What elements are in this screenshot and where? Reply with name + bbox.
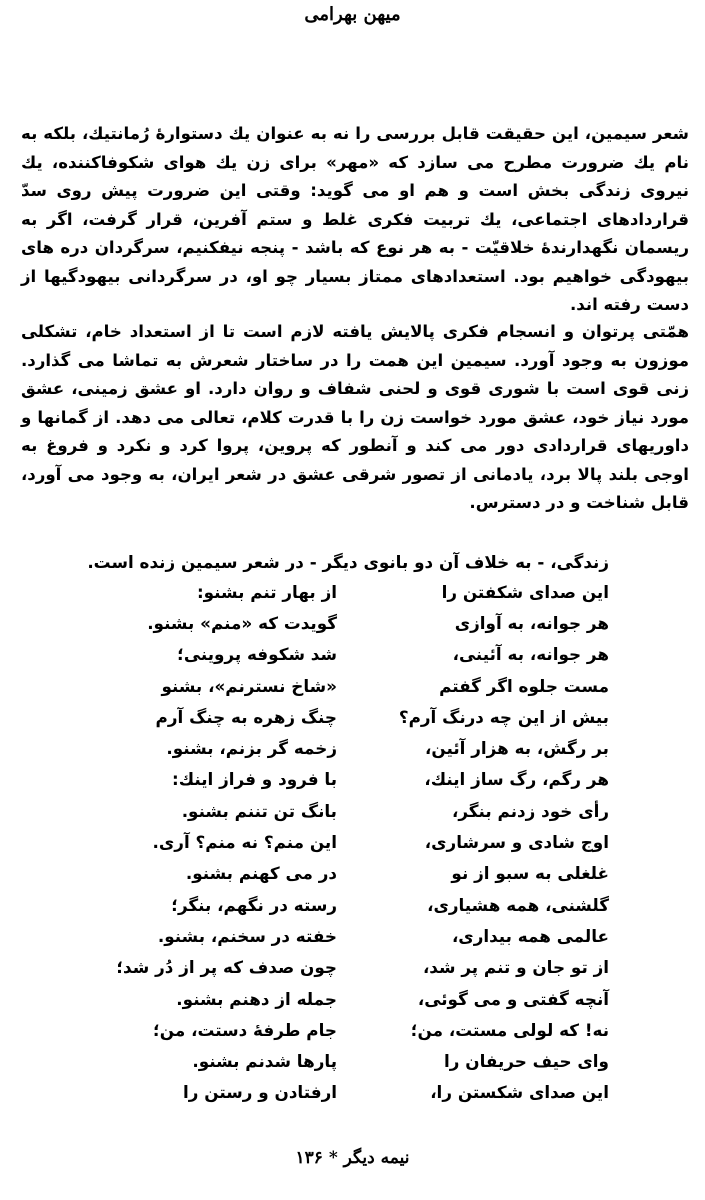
hemistich-right: مست جلوه اگر گفتم [439,675,609,696]
poem-couplet [49,576,609,607]
poem [49,576,609,1108]
poem-couplet [49,858,609,889]
hemistich-left: گویدت كه «منم» بشنو. [147,612,337,633]
hemistich-right: اوج شادی و سرشاری، [424,832,609,853]
poem-couplet [49,826,609,857]
poem-couplet [49,1077,609,1108]
hemistich-left: جام طرفهٔ دستت، من؛ [153,1019,337,1040]
hemistich-right: آنچه گفتی و می گوئی، [417,988,609,1009]
poem-couplet [49,795,609,826]
hemistich-right: این صدای شكفتن را [441,581,609,602]
hemistich-left: ارفتادن و رستن را [183,1082,337,1103]
hemistich-right: بیش از این چه درنگ آرم؟ [398,706,609,727]
hemistich-right: عالمی همه بیداری، [451,925,609,946]
hemistich-right: رأی خود زدنم بنگر، [451,800,609,821]
hemistich-left: این منم؟ نه منم؟ آری. [152,832,337,853]
poem-couplet [49,764,609,795]
poem-couplet [49,1014,609,1045]
hemistich-left: «شاخ نسترنم»، بشنو [161,675,337,696]
poem-couplet [49,889,609,920]
poem-couplet [49,952,609,983]
hemistich-right: هر رگم، رگ ساز اینك، [424,769,609,790]
paragraph-2: همّتی پرتوان و انسجام فكری پالایش یافته لازم است تا از استعداد خام، تشكلی موزون به وجود آورد. سیمین این همت را در ساختار شعرش به تماشا می گذارد. زنی قوی است با شوری قوی و لحنی شفاف و روان دارد. او عشق زمینی، عشق مورد نیاز خود، عشق مورد خواست زن را با قدرت كلام، تعالی می دهد. از گمانها و داوریهای قراردادی دور می كند و آنطور كه پروین، پروا كرد و نكرد و فروغ به اوجی بلند پالا برد، یادمانی از تصور شرقی عشق در شعر ایران، به وجود می آورد، قابل شناخت و در دسترس. [21,322,689,512]
hemistich-left: بانگ تن تننم بشنو. [181,800,337,821]
hemistich-right: این صدای شكستن را، [430,1082,609,1103]
hemistich-left: خفته در سخنم، بشنو. [157,925,337,946]
hemistich-right: هر جوانه، به آوازی [454,612,609,633]
hemistich-right: از تو جان و تنم پر شد، [422,957,609,978]
hemistich-right: نه! كه لولی مستت، من؛ [410,1019,609,1040]
poem-couplet [49,920,609,951]
poem-couplet [49,1045,609,1076]
hemistich-left: چنگ زهره به چنگ آرم [155,706,337,727]
paragraph-1: شعر سیمین، این حقیقت قابل بررسی را نه به عنوان یك دستوارهٔ رُمانتیك، بلكه به نام یك ضرورت مطرح می سازد كه «مهر» برای زن یك هوای شكوفاكننده، یك نیروی زندگی بخش است و هم او می گوید: وقتی این ضرورت پیش روی سدّ قراردادهای اجتماعی، یك تربیت فكری غلط و ستم آفرین، قرار گرفت، اگر به ریسمان نگهدارندهٔ خلاقیّت - به هر نوع كه باشد - پنجه نیفكنیم، سرگردان دره های بیهودگی خواهیم بود. استعدادهای ممتاز بسیار چو او، در سرگردانی بیهودگیها از دست رفته اند. [21,124,689,314]
poem-intro: زندگی، - به خلاف آن دو بانوی دیگر - در شعر سیمین زنده است. [87,552,609,572]
hemistich-right: غلغلی به سبو از نو [451,863,609,884]
hemistich-left: از بهار تنم بشنو: [196,581,337,602]
hemistich-left: پارها شدنم بشنو. [192,1051,337,1072]
hemistich-right: بر رگش، به هزار آئین، [425,738,609,759]
hemistich-left: رسته در نگهم، بنگر؛ [171,894,337,915]
hemistich-left: چون صدف كه پر از دُر شد؛ [116,957,337,978]
hemistich-right: وای حیف حریفان را [444,1051,609,1072]
page-header-title: میهن بهرامی [304,4,401,25]
poem-couplet [49,639,609,670]
poem-couplet [49,732,609,763]
hemistich-left: شد شكوفه پروینی؛ [177,644,337,665]
hemistich-left: در می كهنم بشنو. [185,863,337,884]
poem-couplet [49,670,609,701]
hemistich-left: جمله از دهنم بشنو. [176,988,337,1009]
poem-couplet [49,983,609,1014]
hemistich-left: زخمه گر بزنم، بشنو. [166,738,337,759]
hemistich-left: با فرود و فراز اینك: [172,769,337,790]
hemistich-right: هر جوانه، به آئینی، [452,644,609,665]
hemistich-right: گلشنی، همه هشیاری، [427,894,609,915]
poem-couplet [49,607,609,638]
poem-couplet [49,701,609,732]
page-footer: نیمه دیگر * ۱۳۶ [295,1148,410,1168]
